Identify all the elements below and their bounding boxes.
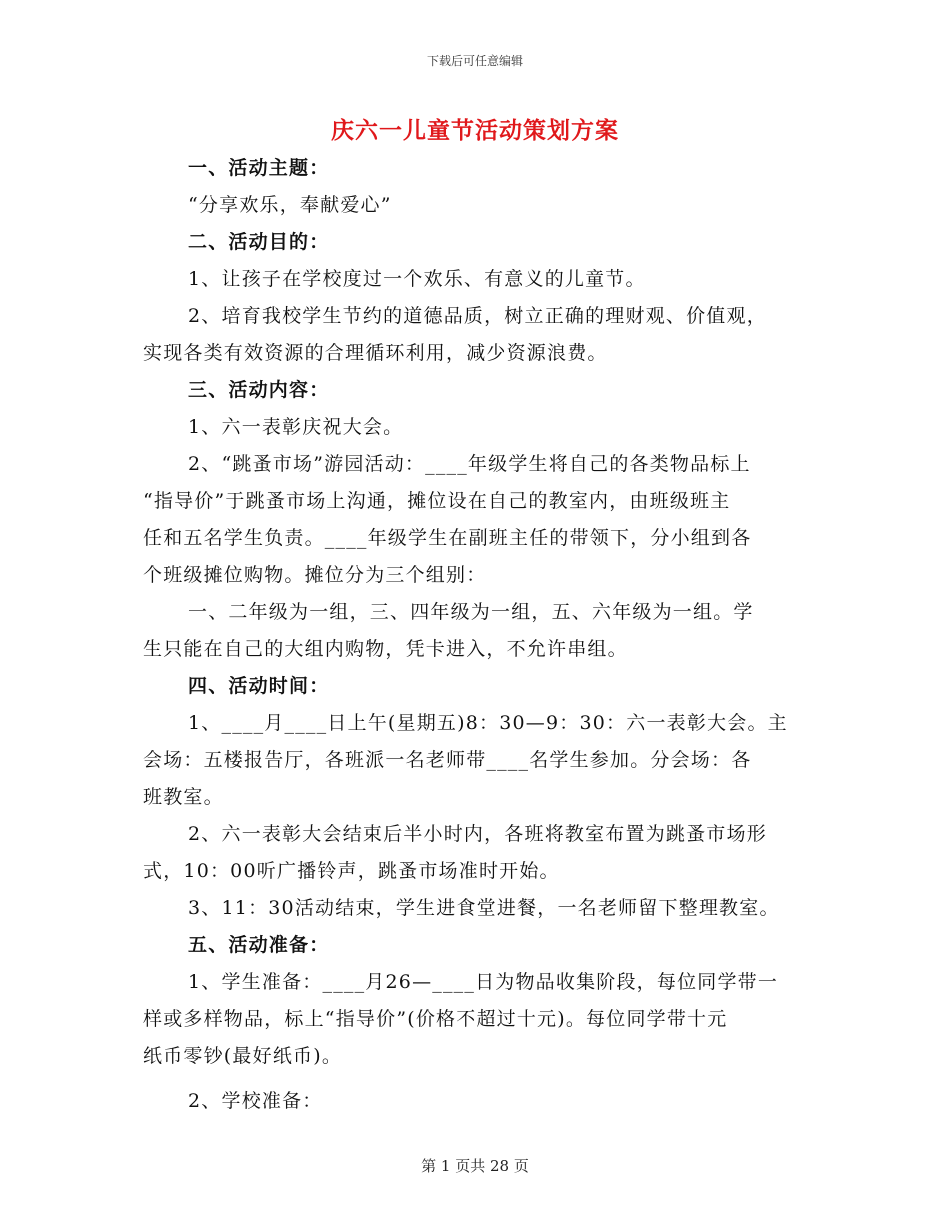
paragraph-purpose-1: 1、让孩子在学校度过一个欢乐、有意义的儿童节。 <box>188 268 646 290</box>
paragraph-time-3: 3、11：30活动结束，学生进食堂进餐，一名老师留下整理教室。 <box>188 897 780 919</box>
paragraph-time-2-line-2: 式，10：00听广播铃声，跳蚤市场准时开始。 <box>143 860 560 882</box>
paragraph-purpose-2-line-1: 2、培育我校学生节约的道德品质，树立正确的理财观、价值观， <box>188 305 767 327</box>
paragraph-prep-1-line-1: 1、学生准备：____月26—____日为物品收集阶段，每位同学带一 <box>188 971 779 993</box>
section-heading-content: 三、活动内容： <box>188 379 330 401</box>
section-heading-time: 四、活动时间： <box>188 675 330 697</box>
paragraph-purpose-2-line-2: 实现各类有效资源的合理循环利用，减少资源浪费。 <box>143 342 608 364</box>
paragraph-groups-line-2: 生只能在自己的大组内购物，凭卡进入，不允许串组。 <box>143 638 628 660</box>
section-heading-purpose: 二、活动目的： <box>188 231 330 253</box>
page-header: 下载后可任意编辑 <box>426 54 523 68</box>
paragraph-groups-line-1: 一、二年级为一组，三、四年级为一组，五、六年级为一组。学 <box>188 601 754 623</box>
paragraph-content-2-line-2: “指导价”于跳蚤市场上沟通，摊位设在自己的教室内，由班级班主 <box>143 490 731 512</box>
paragraph-time-2-line-1: 2、六一表彰大会结束后半小时内，各班将教室布置为跳蚤市场形 <box>188 823 767 845</box>
paragraph-prep-1-line-3: 纸币零钞(最好纸币)。 <box>143 1045 343 1067</box>
paragraph-prep-2: 2、学校准备： <box>188 1090 323 1112</box>
paragraph-content-2-line-4: 个班级摊位购物。摊位分为三个组别： <box>143 564 487 586</box>
paragraph-time-1-line-1: 1、____月____日上午(星期五)8：30—9：30：六一表彰大会。主 <box>188 712 788 734</box>
section-heading-preparation: 五、活动准备： <box>188 934 330 956</box>
paragraph-content-2-line-3: 任和五名学生负责。____年级学生在副班主任的带领下，分小组到各 <box>143 527 752 549</box>
paragraph-time-1-line-2: 会场：五楼报告厅，各班派一名老师带____名学生参加。分会场：各 <box>143 749 752 771</box>
section-heading-theme: 一、活动主题： <box>188 157 330 179</box>
document-body <box>143 150 813 1120</box>
paragraph-time-1-line-3: 班教室。 <box>143 786 224 808</box>
page-footer: 第 1 页共 28 页 <box>421 1157 529 1175</box>
document-title: 庆六一儿童节活动策划方案 <box>331 117 619 144</box>
paragraph-content-1: 1、六一表彰庆祝大会。 <box>188 416 404 438</box>
paragraph-theme: “分享欢乐，奉献爱心” <box>188 194 392 216</box>
paragraph-content-2-line-1: 2、“跳蚤市场”游园活动：____年级学生将自己的各类物品标上 <box>188 453 751 475</box>
paragraph-prep-1-line-2: 样或多样物品，标上“指导价”(价格不超过十元)。每位同学带十元 <box>143 1008 728 1030</box>
